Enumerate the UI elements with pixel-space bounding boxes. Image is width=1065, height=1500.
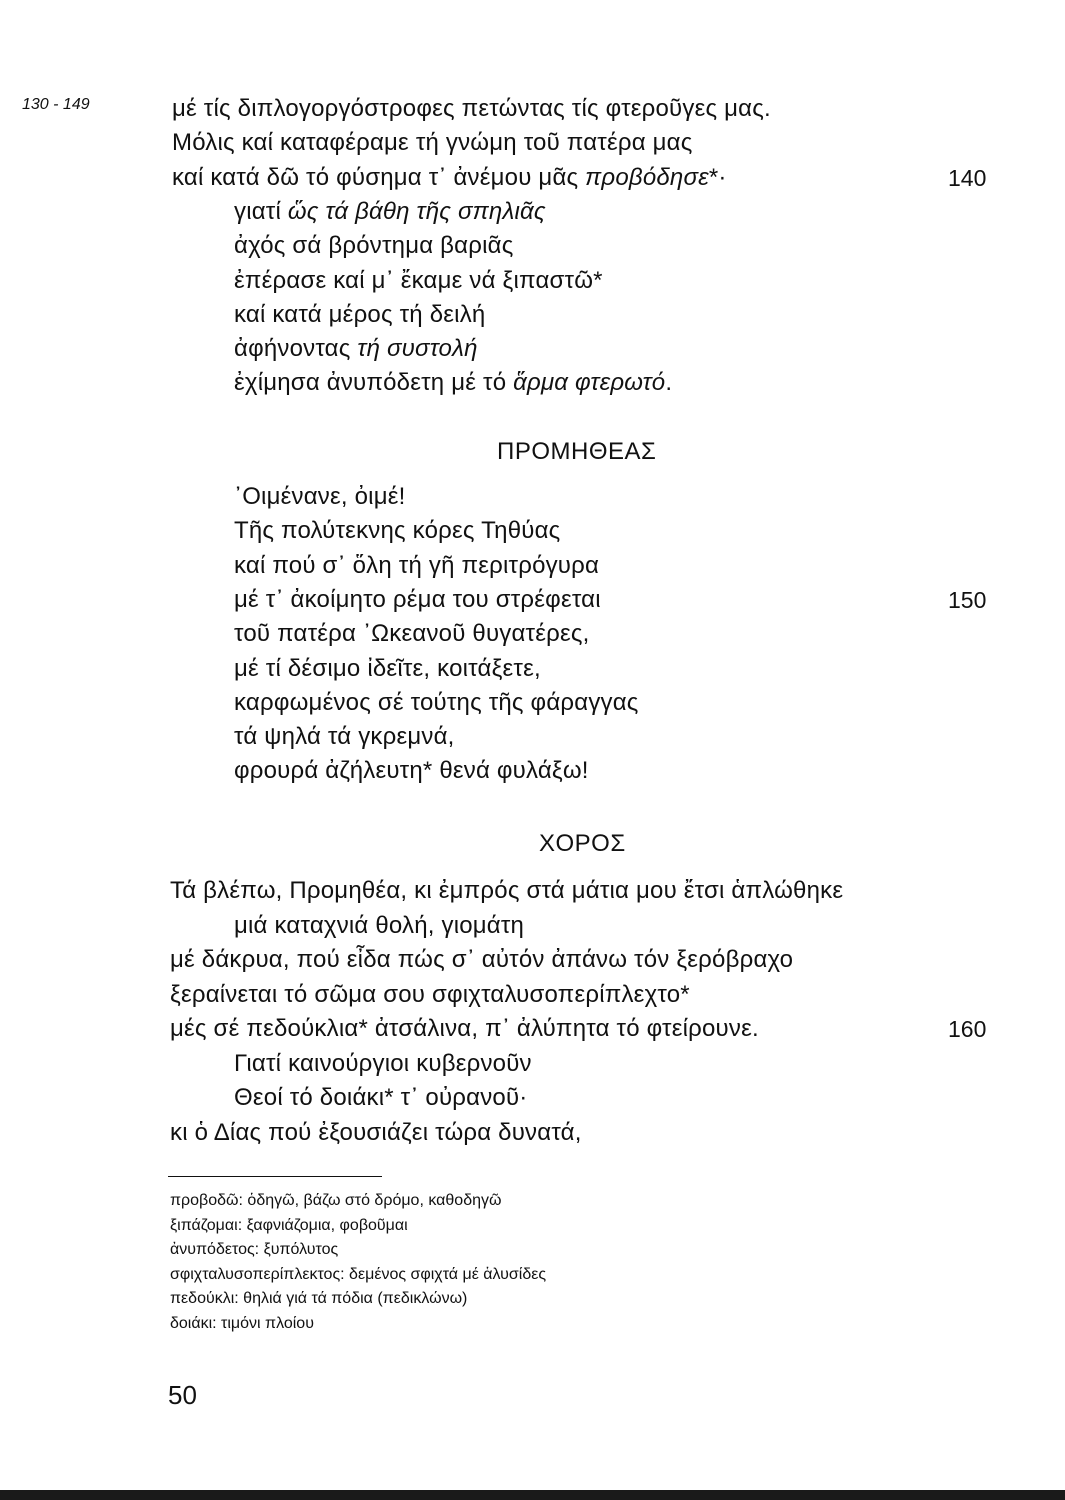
verse-line (172, 164, 727, 192)
line-reference: 130 - 149 (22, 96, 90, 113)
verse-segment: καί κατά δῶ τό φύσημα τ᾿ ἀνέμου μᾶς (172, 163, 586, 191)
verse-segment: Γιατί καινούργιοι κυβερνοῦν (234, 1049, 532, 1077)
verse-segment: μέ τί δέσιμο ἰδεῖτε, κοιτάξετε, (234, 654, 541, 682)
verse-segment: μιά καταχνιά θολή, γιομάτη (234, 911, 525, 939)
verse-segment: . (665, 369, 673, 397)
verse-segment: ᾿Οιμένανε, ὀιμέ! (234, 483, 406, 510)
verse-line (234, 517, 560, 545)
verse-line (234, 912, 524, 940)
verse-line (172, 129, 693, 157)
verse-segment: Θεοί τό δοιάκι* τ᾿ οὐρανοῦ· (234, 1084, 528, 1111)
footnote: σφιχταλυσοπερίπλεκτος: δεμένος σφιχτά μέ ἁλυσίδες (170, 1265, 547, 1283)
footnote: ἀνυπόδετος: ξυπόλυτος (170, 1241, 339, 1259)
verse-segment: ἀχός σά βρόντημα βαριᾶς (234, 232, 514, 260)
verse-segment: *· (708, 163, 727, 191)
verse-segment: μέ τ᾿ ἀκοίμητο ρέμα του στρέφεται (234, 585, 601, 613)
verse-segment: μές σέ πεδούκλια* ἀτσάλινα, π᾿ ἀλύπητα τό φτείρουνε. (170, 1015, 759, 1042)
verse-italic-segment: ὥς τά βάθη τῆς σπηλιᾶς (287, 197, 546, 225)
verse-line (234, 369, 672, 397)
speaker-prometheus: ΠΡΟΜΗΘΕΑΣ (497, 438, 657, 465)
verse-line (234, 1084, 527, 1112)
verse-segment: φρουρά ἀζήλευτη* θενά φυλάξω! (234, 757, 589, 785)
verse-segment: ἀφήνοντας (234, 335, 358, 363)
footnote: προβοδῶ: ὁδηγῶ, βάζω στό δρόμο, καθοδηγῶ (170, 1192, 502, 1209)
footnote: πεδούκλι: θηλιά γιά τά πόδια (πεδικλώνω) (170, 1290, 468, 1308)
verse-italic-segment: τή συστολή (357, 335, 478, 363)
verse-line (170, 1015, 759, 1043)
verse-line (234, 757, 589, 785)
verse-line (170, 981, 690, 1009)
verse-segment: καί κατά μέρος τή δειλή (234, 300, 486, 328)
verse-segment: τοῦ πατέρα ᾿Ωκεανοῦ θυγατέρες, (234, 620, 590, 648)
verse-line (234, 301, 485, 329)
verse-line (234, 620, 590, 648)
verse-line (172, 95, 771, 123)
verse-line (234, 723, 455, 751)
verse-segment: Μόλις καί καταφέραμε τή γνώμη τοῦ πατέρα μας (172, 129, 693, 157)
page-number: 50 (168, 1380, 197, 1410)
verse-line (234, 655, 541, 683)
verse-line (234, 1050, 532, 1078)
verse-segment: τά ψηλά τά γκρεμνά, (234, 723, 455, 751)
verse-line (234, 232, 513, 260)
line-number: 140 (948, 164, 987, 191)
verse-segment: ξεραίνεται τό σῶμα σου σφιχταλυσοπερίπλεχτο* (170, 980, 690, 1008)
verse-segment: Τά βλέπω, Προμηθέα, κι ἐμπρός στά μάτια μου ἔτσι ἁπλώθηκε (170, 877, 844, 904)
verse-segment: καρφωμένος σέ τούτης τῆς φάραγγας (234, 688, 639, 716)
verse-line (234, 552, 599, 580)
footnote-divider (168, 1176, 382, 1177)
verse-segment: ἐχίμησα ἀνυπόδετη μέ τό (234, 369, 514, 397)
verse-segment: μέ δάκρυα, πού εἶδα πώς σ᾿ αὐτόν ἀπάνω τόν ξερόβραχο (170, 946, 794, 973)
footnote: ξιπάζομαι: ξαφνιάζομια, φοβοῦμαι (170, 1216, 408, 1234)
verse-line (234, 586, 601, 614)
verse-segment: Τῆς πολύτεκνης κόρες Τηθύας (234, 517, 561, 545)
footnote: δοιάκι: τιμόνι πλοίου (170, 1315, 314, 1332)
verse-italic-segment: προβόδησε (585, 163, 709, 191)
verse-segment: κι ὁ Δίας πού ἐξουσιάζει τώρα δυνατά, (170, 1118, 582, 1146)
verse-line (234, 267, 603, 295)
verse-segment: μέ τίς διπλογοργόστροφες πετώντας τίς φτεροῦγες μας. (172, 95, 771, 122)
verse-line (234, 483, 406, 511)
verse-segment: ἐπέρασε καί μ᾿ ἔκαμε νά ξιπαστῶ* (234, 266, 603, 294)
verse-line (234, 689, 639, 717)
verse-segment: καί πού σ᾿ ὅλη τή γῆ περιτρόγυρα (234, 551, 600, 579)
scan-edge (0, 1490, 1065, 1500)
verse-line (234, 198, 546, 226)
verse-line (234, 335, 478, 363)
verse-italic-segment: ἅρμα φτερωτό (513, 369, 666, 397)
speaker-chorus: ΧΟΡΟΣ (539, 830, 626, 857)
line-number: 150 (948, 586, 987, 613)
verse-segment: γιατί (234, 197, 288, 225)
line-number: 160 (948, 1016, 987, 1042)
verse-line (170, 877, 843, 905)
verse-line (170, 1119, 582, 1147)
verse-line (170, 946, 793, 974)
